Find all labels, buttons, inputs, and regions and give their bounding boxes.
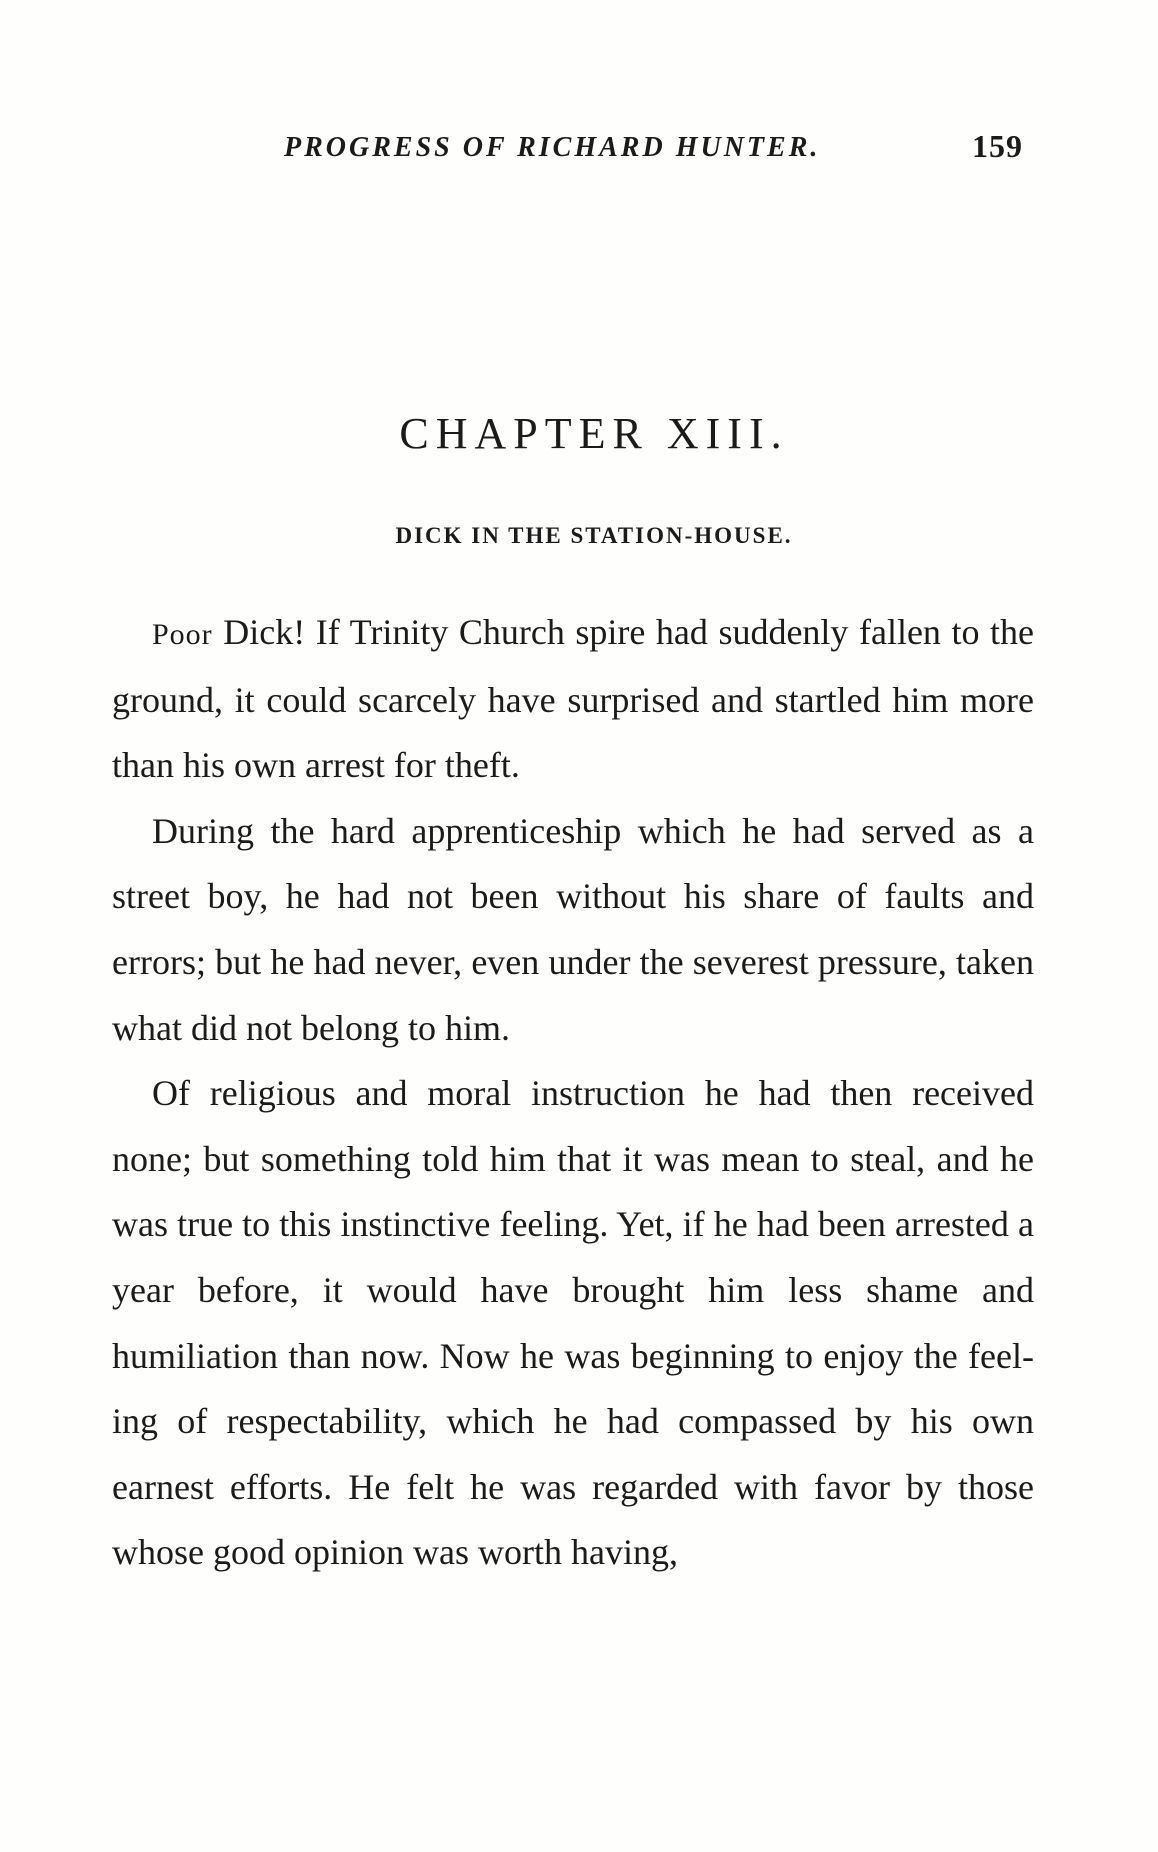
- running-title: PROGRESS OF RICHARD HUNTER.: [284, 132, 821, 163]
- chapter-heading: CHAPTER XIII.: [399, 409, 789, 458]
- paragraph-1-lead: Poor: [152, 618, 213, 651]
- body-text: [112, 600, 1034, 1586]
- paragraph-3: Of religious and moral instruction he had then received none; but something told him that it was mean to steal, and he was true to this instinctive feeling. Yet, if he had been arrested a year before, it would have brought him less shame and humiliation than now. Now he was beginning to enjoy the feeling of respectability, which he had compassed by his own earnest efforts. He felt he was regarded with favor by those whose good opinion was worth having,: [112, 1073, 1034, 1573]
- page-number: 159: [972, 128, 1023, 164]
- running-head: [0, 128, 1158, 182]
- paragraph-2: During the hard apprenticeship which he had served as a street boy, he had not been without his share of faults and errors; but he had never, even under the severest pressure, taken what did not belong to him.: [112, 810, 1034, 1048]
- paragraph-1-text: Dick! If Trinity Church spire had suddenly fallen to the ground, it could scarcely have surprised and startled him more than his own arrest for theft.: [112, 612, 1034, 786]
- chapter-subtitle: DICK IN THE STATION-HOUSE.: [395, 523, 793, 548]
- paragraph-1: [112, 600, 1034, 799]
